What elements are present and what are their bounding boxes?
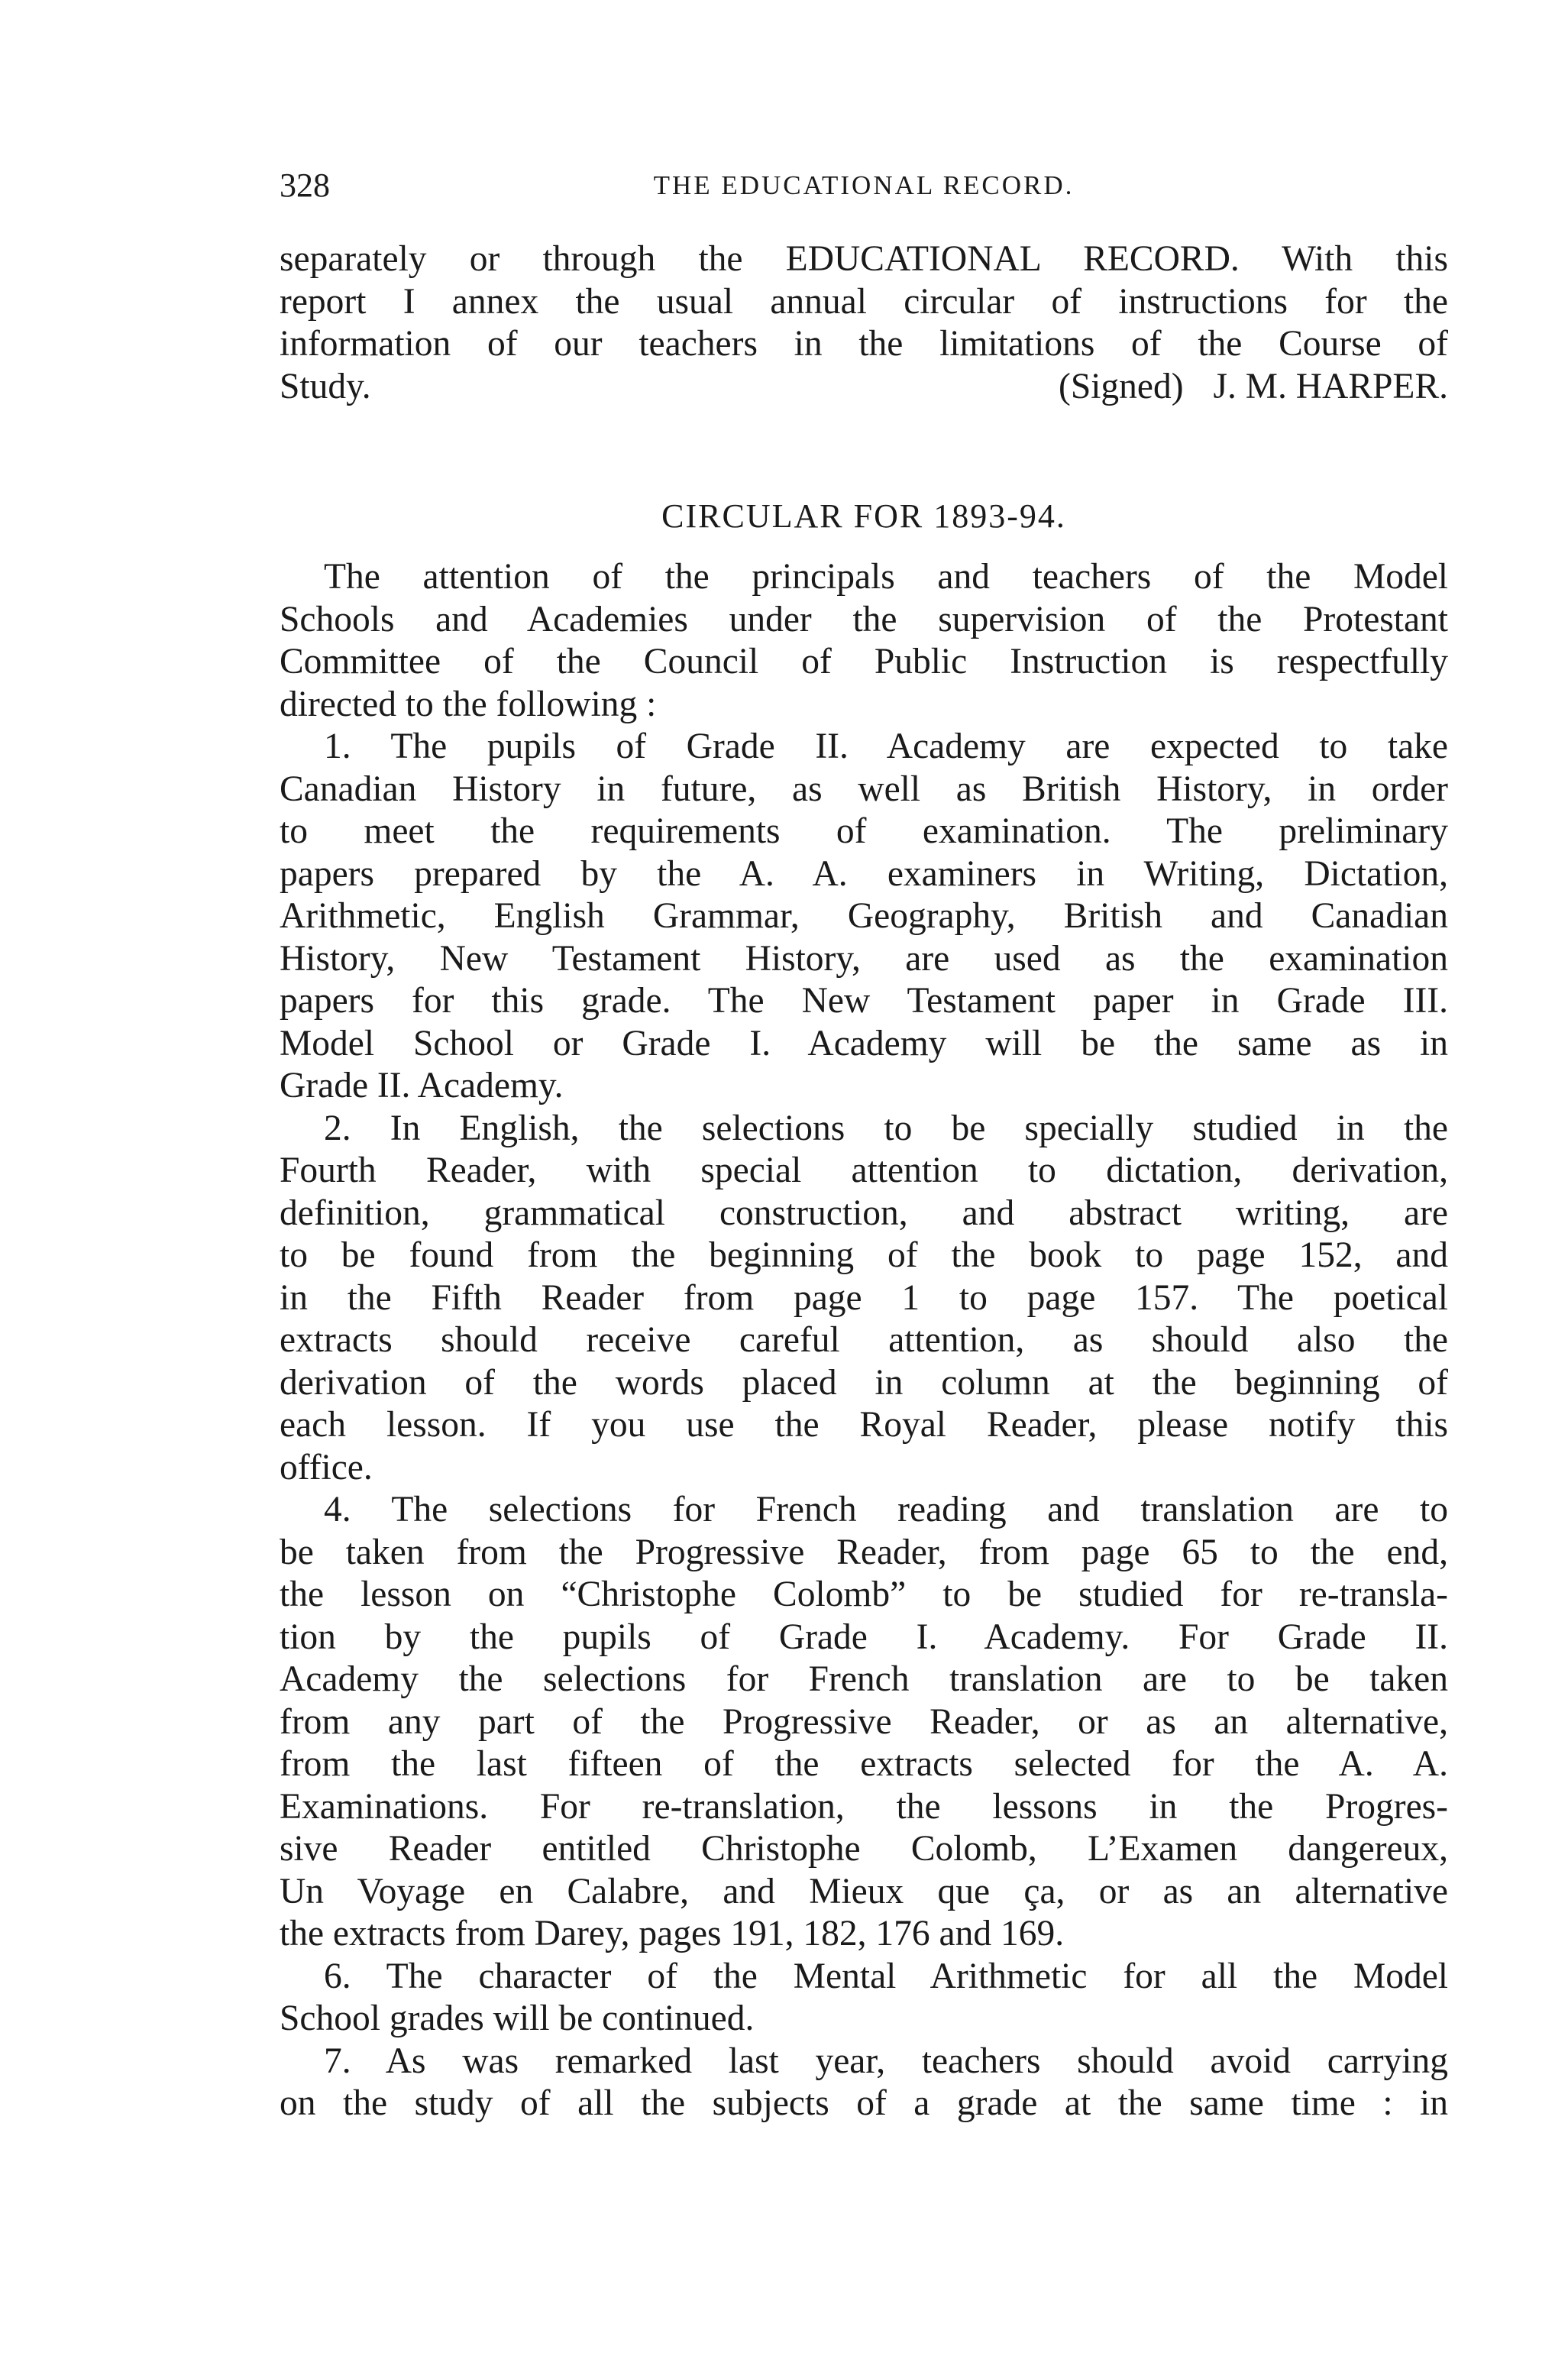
item-2-paragraph — [280, 1108, 1448, 1490]
study-word: Study. — [280, 366, 371, 406]
item-1-paragraph — [280, 726, 1448, 1108]
text-line: from any part of the Progressive Reader, or as an alternative, — [280, 1701, 1448, 1742]
text-line: 7. As was remarked last year, teachers should avoid carrying — [324, 2041, 1448, 2081]
text-line: report I annex the usual annual circular of instructions for the — [280, 281, 1448, 322]
text-line: 2. In English, the selections to be specially studied in the — [324, 1108, 1448, 1148]
text-line: directed to the following : — [280, 684, 657, 724]
text-line: Fourth Reader, with special attention to dictation, derivation, — [280, 1151, 1448, 1190]
text-line: School grades will be continued. — [280, 1999, 755, 2038]
text-line: to meet the requirements of examination. The preliminary — [280, 811, 1448, 851]
text-line: papers for this grade. The New Testament paper in Grade III. — [280, 981, 1448, 1021]
opening-paragraph — [280, 238, 1448, 408]
text-line: to be found from the beginning of the book to page 152, and — [280, 1235, 1448, 1275]
text-line: information of our teachers in the limitations of the Course of — [280, 324, 1448, 364]
text-line: Model School or Grade I. Academy will be the same as in — [280, 1023, 1448, 1063]
text-line: Examinations. For re-translation, the lessons in the Progres- — [280, 1786, 1448, 1827]
text-line: Committee of the Council of Public Instruction is respectfully — [280, 642, 1448, 681]
text-line: the lesson on “Christophe Colomb” to be studied for re-transla- — [280, 1575, 1448, 1614]
text-line: Schools and Academies under the supervision of the Protestant — [280, 599, 1448, 639]
text-line: Academy the selections for French translation are to be taken — [280, 1659, 1448, 1699]
text-line: extracts should receive careful attention, as should also the — [280, 1320, 1448, 1360]
item-7-paragraph — [280, 2041, 1448, 2125]
text-line: the extracts from Darey, pages 191, 182, 176 and 169. — [280, 1914, 1065, 1953]
text-line: Canadian History in future, as well as British History, in order — [280, 769, 1448, 809]
intro-paragraph — [280, 556, 1448, 726]
text-line: Un Voyage en Calabre, and Mieux que ça, or as an alternative — [280, 1871, 1448, 1911]
text-line: definition, grammatical construction, and abstract writing, are — [280, 1193, 1448, 1233]
text-line: Grade II. Academy. — [280, 1066, 564, 1105]
text-line: on the study of all the subjects of a grade at the same time : in — [280, 2083, 1448, 2123]
text-line: Arithmetic, English Grammar, Geography, British and Canadian — [280, 896, 1448, 936]
page-header — [280, 167, 1448, 205]
item-4-paragraph — [280, 1489, 1448, 1956]
text-line: tion by the pupils of Grade I. Academy. For Grade II. — [280, 1617, 1448, 1657]
item-6-paragraph — [280, 1956, 1448, 2041]
text-line: from the last fifteen of the extracts selected for the A. A. — [280, 1744, 1448, 1784]
text-line: each lesson. If you use the Royal Reader, please notify this — [280, 1405, 1448, 1445]
text-line: in the Fifth Reader from page 1 to page 157. The poetical — [280, 1277, 1448, 1318]
text-line: separately or through the EDUCATIONAL RECORD. With this — [280, 239, 1448, 279]
text-line: office. — [280, 1447, 373, 1487]
text-line: 4. The selections for French reading and translation are to — [324, 1490, 1448, 1529]
text-line: 6. The character of the Mental Arithmetic for all the Model — [324, 1956, 1448, 1996]
signature-author: J. M. HARPER. — [1213, 366, 1448, 406]
text-line: derivation of the words placed in column at the beginning of — [280, 1362, 1448, 1403]
section-heading: CIRCULAR FOR 1893-94. — [661, 497, 1066, 535]
signature-line — [280, 366, 1448, 409]
running-title: THE EDUCATIONAL RECORD. — [653, 170, 1075, 200]
text-line: be taken from the Progressive Reader, from page 65 to the end, — [280, 1532, 1448, 1572]
text-line: sive Reader entitled Christophe Colomb, L’Examen dangereux, — [280, 1829, 1448, 1869]
page-number: 328 — [280, 167, 330, 204]
text-line: 1. The pupils of Grade II. Academy are expected to take — [324, 727, 1448, 766]
text-line: History, New Testament History, are used as the examination — [280, 938, 1448, 979]
text-line: papers prepared by the A. A. examiners in Writing, Dictation, — [280, 853, 1448, 894]
circular-body — [280, 556, 1448, 2125]
signed-label: (Signed) — [1059, 366, 1184, 406]
text-line: The attention of the principals and teachers of the Model — [324, 557, 1448, 597]
